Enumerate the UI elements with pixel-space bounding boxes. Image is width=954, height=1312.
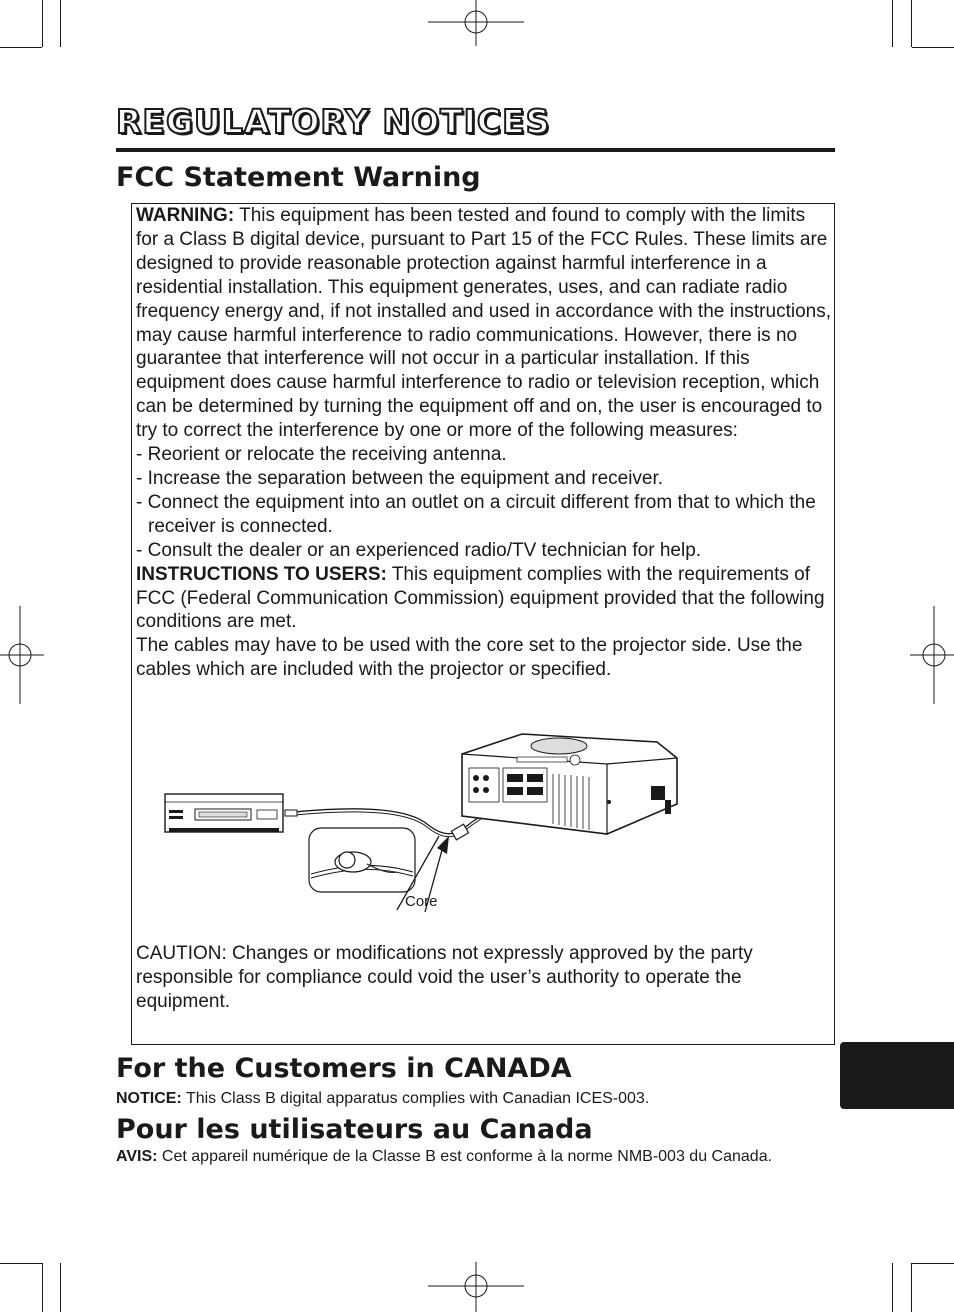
warning-text: This equipment has been tested and found to comply with the limits for a Class B digital device, pursuant to Part 15 of the FCC Rules. These limits are designed to provide reasonable protection against harmful interference in a residential installation. This equipment generates, uses, and can radiate radio frequency energy and, if not installed and used in accordance with the instructions, may cause harmful interference to radio communications. However, there is no guarantee that interference will not occur in a particular installation. If this equipment does cause harmful interference to radio or television reception, which can be determined by turning the equipment off and on, the user is encouraged to try to correct the interference by one or more of the following measures:: [136, 205, 831, 442]
warning-label: WARNING:: [136, 205, 235, 226]
instructions-label: INSTRUCTIONS TO USERS:: [136, 563, 387, 585]
fcc-statement-text: [136, 204, 832, 682]
cables-paragraph: The cables may have to be used with the core set to the projector side. Use the cables which are included with the projector or specified.: [136, 635, 803, 681]
instructions-paragraph: [136, 563, 832, 635]
avis-text: Cet appareil numérique de la Classe B est conforme à la norme NMB-003 du Canada.: [157, 1148, 773, 1165]
canada-fr-avis: [116, 1146, 816, 1167]
projector-drawing: [462, 734, 677, 834]
instructions-text: This equipment complies with the requirements of FCC (Federal Communication Commission) equipment provided that the following conditions are met.: [136, 563, 825, 633]
registration-mark-bottom: [428, 1262, 524, 1312]
section-tab: [840, 1042, 954, 1109]
registration-mark-right: [910, 606, 954, 704]
measure-item: - Connect the equipment into an outlet on a circuit different from that to which the receiver is connected.: [136, 491, 816, 537]
measure-item: - Consult the dealer or an experienced radio/TV technician for help.: [136, 539, 702, 561]
registration-mark-top: [428, 0, 524, 48]
warning-paragraph: [136, 204, 832, 443]
avis-label: AVIS:: [116, 1148, 158, 1165]
caution-paragraph: CAUTION: Changes or modifications not expressly approved by the party responsible for compliance could void the user’s authority to operate the equipment.: [136, 943, 753, 1012]
notice-label: NOTICE:: [116, 1090, 182, 1107]
canada-notice: [116, 1088, 816, 1109]
vcr-drawing: [165, 794, 283, 832]
title-rule: [116, 148, 835, 152]
notice-text: This Class B digital apparatus complies with Canadian ICES-003.: [181, 1090, 650, 1107]
measure-item: - Increase the separation between the equipment and receiver.: [136, 467, 664, 489]
core-closeup-drawing: [309, 828, 415, 892]
canada-heading: For the Customers in CANADA: [116, 1053, 572, 1084]
canada-fr-heading: Pour les utilisateurs au Canada: [116, 1114, 593, 1145]
page-title: REGULATORY NOTICES: [116, 102, 551, 141]
measure-item: - Reorient or relocate the receiving antenna.: [136, 444, 507, 466]
registration-mark-left: [0, 606, 44, 704]
fcc-statement-box: [131, 203, 835, 1045]
fcc-heading: FCC Statement Warning: [116, 162, 481, 193]
core-label: Core: [405, 893, 438, 910]
